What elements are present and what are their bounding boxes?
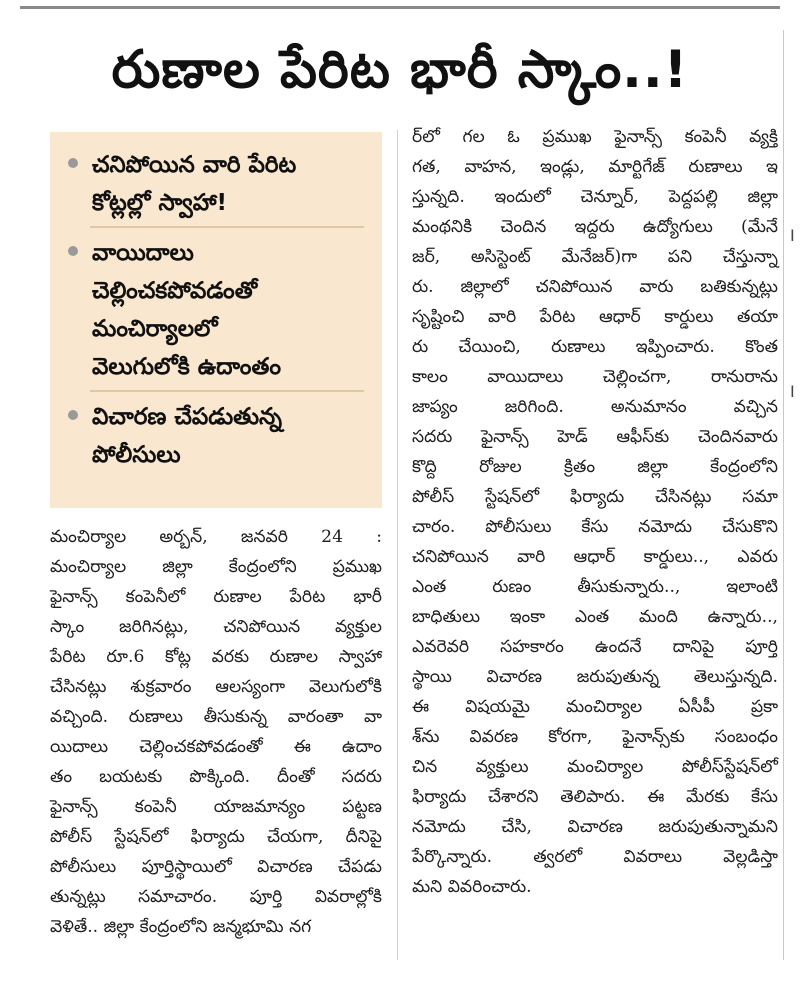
article-line: ఈ విషయమై మంచిర్యాల ఏసీపీ ప్రకా bbox=[412, 697, 778, 717]
article-line: రు చేయించి, రుణాలు ఇప్పించారు. కొంత bbox=[412, 337, 778, 357]
adjacent-column-fragment: I bbox=[790, 226, 795, 245]
highlight-line: కోట్లల్లో స్వాహా! bbox=[92, 190, 227, 216]
article-line: నమోదు చేసి, విచారణ జరుపుతున్నామని bbox=[412, 817, 778, 837]
article-line: పోలీస్ స్టేషన్‌లో ఫిర్యాదు చేసినట్లు సమా bbox=[412, 487, 778, 507]
column-divider bbox=[397, 130, 398, 960]
article-line: కాలం వాయిదాలు చెల్లించగా, రానురాను bbox=[412, 367, 778, 387]
highlight-line: వాయిదాలు bbox=[92, 240, 194, 266]
highlight-separator bbox=[90, 226, 364, 228]
article-line: పేరిట రూ.6 కోట్ల వరకు రుణాల స్వాహా bbox=[50, 647, 382, 667]
highlight-line: చెల్లించకపోవడంతో bbox=[92, 278, 258, 304]
adjacent-column-rule bbox=[783, 30, 784, 960]
article-line: కొద్ది రోజుల క్రితం జిల్లా కేంద్రంలోని bbox=[412, 457, 778, 477]
article-line: పోలీసులు పూర్తిస్థాయిలో విచారణ చేపడు bbox=[50, 857, 382, 877]
highlight-line: చనిపోయిన వారి పేరిట bbox=[92, 152, 297, 178]
article-line: పోలీస్ స్టేషన్‌లో ఫిర్యాదు చేయగా, దీనిపై bbox=[50, 827, 382, 847]
article-line: తం బయటకు పొక్కింది. దీంతో సదరు bbox=[50, 767, 382, 787]
highlight-item bbox=[68, 398, 364, 474]
article-line: మంచిర్యాల అర్బన్, జనవరి 24 : bbox=[50, 527, 382, 547]
article-line: గత, వాహన, ఇండ్లు, మార్టిగేజ్ రుణాలు ఇ bbox=[412, 157, 778, 177]
bullet-icon bbox=[68, 158, 78, 168]
adjacent-column-fragment: I bbox=[790, 382, 795, 401]
article-line: బాధితులు ఇంకా ఎంత మంది ఉన్నారు.., bbox=[412, 607, 778, 627]
article-line: ఎవరెవరి సహకారం ఉందనే దానిపై పూర్తి bbox=[412, 637, 778, 657]
bullet-icon bbox=[68, 246, 78, 256]
article-line: ఫిర్యాదు చేశారని తెలిపారు. ఈ మేరకు కేసు bbox=[412, 787, 778, 807]
article-line: శ్‌ను వివరణ కోరగా, ఫైనాన్స్‌కు సంబంధం bbox=[412, 727, 778, 747]
highlight-item bbox=[68, 146, 364, 222]
article-line: మంథనికి చెందిన ఇద్దరు ఉద్యోగులు (మేనే bbox=[412, 217, 778, 237]
highlight-line: విచారణ చేపడుతున్న bbox=[92, 404, 283, 430]
article-line: స్తున్నది. ఇందులో చెన్నూర్, పెద్దపల్లి జిల్లా bbox=[412, 187, 778, 207]
article-line: చిన వ్యక్తులు మంచిర్యాల పోలీస్‌స్టేషన్‌లో bbox=[412, 757, 778, 777]
article-column-left bbox=[50, 522, 382, 942]
article-column-right bbox=[412, 122, 778, 902]
article-line: ఎంత రుణం తీసుకున్నారు.., ఇలాంటి bbox=[412, 577, 778, 597]
bullet-icon bbox=[68, 410, 78, 420]
highlights-box bbox=[50, 132, 382, 508]
article-line: చనిపోయిన వారి ఆధార్ కార్డులు.., ఎవరు bbox=[412, 547, 778, 567]
article-line: జాప్యం జరిగింది. అనుమానం వచ్చిన bbox=[412, 397, 778, 417]
article-line: మంచిర్యాల జిల్లా కేంద్రంలోని ప్రముఖ bbox=[50, 557, 382, 577]
article-line: చారం. పోలీసులు కేసు నమోదు చేసుకొని bbox=[412, 517, 778, 537]
article-line: ఫైనాన్స్ కంపెనీ యాజమాన్యం పట్టణ bbox=[50, 797, 382, 817]
highlight-line: మంచిర్యాలలో bbox=[92, 316, 218, 342]
article-line: స్థాయి విచారణ జరుపుతున్న తెలుస్తున్నది. bbox=[412, 667, 778, 687]
article-line: చేసినట్లు శుక్రవారం ఆలస్యంగా వెలుగులోకి bbox=[50, 677, 382, 697]
highlight-line: పోలీసులు bbox=[92, 442, 181, 468]
highlight-item bbox=[68, 234, 364, 386]
article-line: ర్‌లో గల ఓ ప్రముఖ ఫైనాన్స్ కంపెనీ వ్యక్తి bbox=[412, 127, 778, 147]
article-line: వచ్చింది. రుణాలు తీసుకున్న వారంతా వా bbox=[50, 707, 382, 727]
article-line: సృష్టించి వారి పేరిట ఆధార్ కార్డులు తయా bbox=[412, 307, 778, 327]
article-line: తున్నట్లు సమాచారం. పూర్తి వివరాల్లోకి bbox=[50, 887, 382, 907]
article-line: యిదాలు చెల్లించకపోవడంతో ఈ ఉదాం bbox=[50, 737, 382, 757]
article-line: స్కాం జరిగినట్లు, చనిపోయిన వ్యక్తుల bbox=[50, 617, 382, 637]
article-line: జర్, అసిస్టెంట్ మేనేజర్)గా పని చేస్తున్నా bbox=[412, 247, 778, 267]
top-rule bbox=[20, 6, 780, 9]
article-line: పేర్కొన్నారు. త్వరలో వివరాలు వెల్లడిస్తా bbox=[412, 847, 778, 867]
article-line: వెళితే.. జిల్లా కేంద్రంలోని జన్మభూమి నగ bbox=[50, 917, 312, 937]
highlight-line: వెలుగులోకి ఉదాంతం bbox=[92, 354, 282, 380]
article-line: ఫైనాన్స్ కంపెనీలో రుణాల పేరిట భారీ bbox=[50, 587, 382, 607]
article-line: మని వివరించారు. bbox=[412, 877, 532, 897]
article-line: సదరు ఫైనాన్స్ హెడ్ ఆఫీస్‌కు చెందినవారు bbox=[412, 427, 778, 447]
highlight-separator bbox=[90, 390, 364, 392]
article-line: రు. జిల్లాలో చనిపోయిన వారు బతికున్నట్లు bbox=[412, 277, 778, 297]
headline: రుణాల పేరిట భారీ స్కాం..! bbox=[111, 39, 689, 100]
